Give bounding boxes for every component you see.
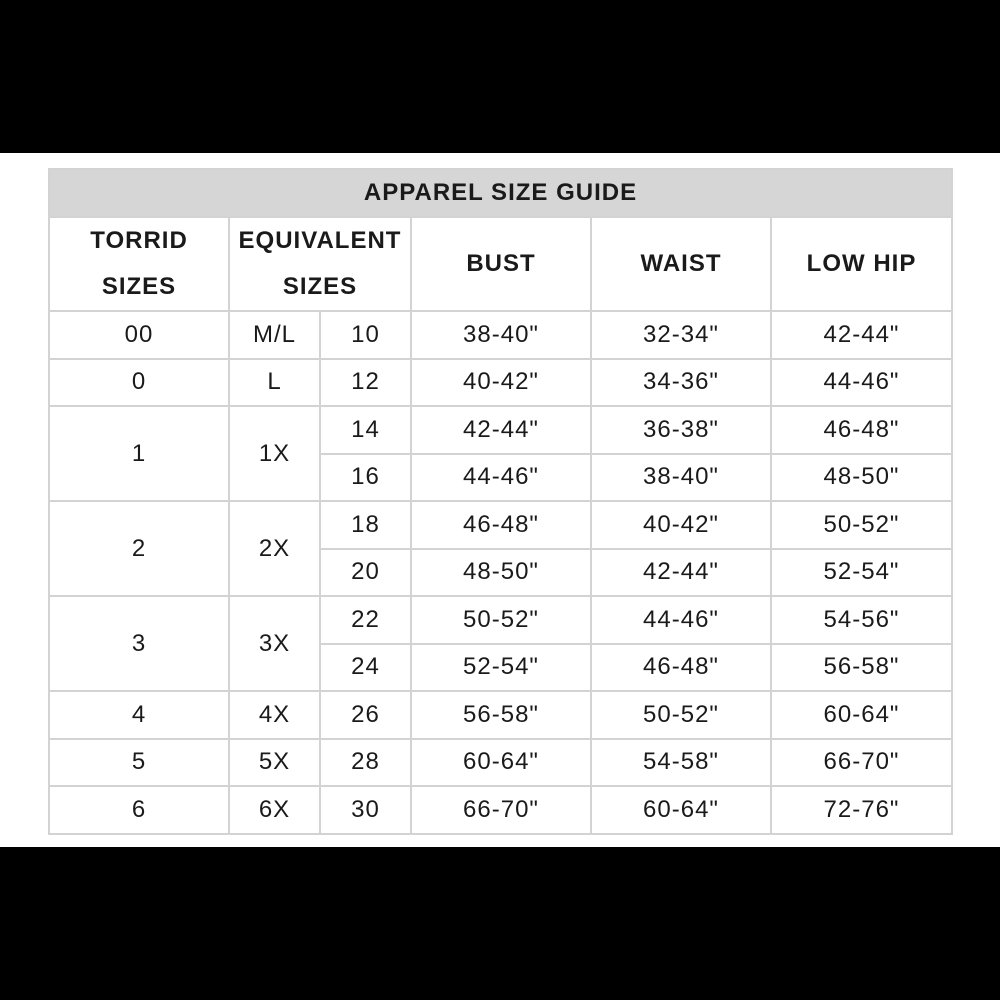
numeric-size-cell: 12 bbox=[320, 359, 411, 407]
header-row bbox=[49, 217, 952, 311]
waist-cell: 46-48" bbox=[591, 644, 771, 692]
bust-cell: 52-54" bbox=[411, 644, 591, 692]
low-hip-cell: 52-54" bbox=[771, 549, 952, 597]
table-row bbox=[49, 311, 952, 359]
waist-cell: 44-46" bbox=[591, 596, 771, 644]
numeric-size-cell: 14 bbox=[320, 406, 411, 454]
low-hip-cell: 50-52" bbox=[771, 501, 952, 549]
low-hip-cell: 42-44" bbox=[771, 311, 952, 359]
size-guide-table bbox=[48, 168, 953, 835]
header-waist: WAIST bbox=[591, 217, 771, 311]
waist-cell: 36-38" bbox=[591, 406, 771, 454]
low-hip-cell: 56-58" bbox=[771, 644, 952, 692]
letter-size-cell: 1X bbox=[229, 406, 320, 501]
letter-size-cell: 2X bbox=[229, 501, 320, 596]
waist-cell: 60-64" bbox=[591, 786, 771, 834]
header-torrid-line2: SIZES bbox=[101, 273, 177, 300]
torrid-size-cell: 6 bbox=[49, 786, 229, 834]
numeric-size-cell: 22 bbox=[320, 596, 411, 644]
bust-cell: 40-42" bbox=[411, 359, 591, 407]
torrid-size-cell: 0 bbox=[49, 359, 229, 407]
low-hip-cell: 44-46" bbox=[771, 359, 952, 407]
torrid-size-cell: 1 bbox=[49, 406, 229, 501]
numeric-size-cell: 26 bbox=[320, 691, 411, 739]
table-row bbox=[49, 739, 952, 787]
title-row bbox=[49, 169, 952, 217]
letter-size-cell: 4X bbox=[229, 691, 320, 739]
numeric-size-cell: 16 bbox=[320, 454, 411, 502]
header-equivalent-line1: EQUIVALENT bbox=[238, 227, 402, 254]
torrid-size-cell: 2 bbox=[49, 501, 229, 596]
torrid-size-cell: 00 bbox=[49, 311, 229, 359]
torrid-size-cell: 3 bbox=[49, 596, 229, 691]
waist-cell: 54-58" bbox=[591, 739, 771, 787]
waist-cell: 42-44" bbox=[591, 549, 771, 597]
bust-cell: 48-50" bbox=[411, 549, 591, 597]
table-title: APPAREL SIZE GUIDE bbox=[49, 169, 952, 217]
table-row bbox=[49, 596, 952, 644]
waist-cell: 40-42" bbox=[591, 501, 771, 549]
header-bust: BUST bbox=[411, 217, 591, 311]
table-row bbox=[49, 501, 952, 549]
bust-cell: 38-40" bbox=[411, 311, 591, 359]
torrid-size-cell: 5 bbox=[49, 739, 229, 787]
numeric-size-cell: 20 bbox=[320, 549, 411, 597]
header-torrid-sizes bbox=[49, 217, 229, 311]
torrid-size-cell: 4 bbox=[49, 691, 229, 739]
header-torrid-line1: TORRID bbox=[90, 227, 188, 254]
header-low-hip: LOW HIP bbox=[771, 217, 952, 311]
table-row bbox=[49, 406, 952, 454]
low-hip-cell: 72-76" bbox=[771, 786, 952, 834]
numeric-size-cell: 24 bbox=[320, 644, 411, 692]
waist-cell: 32-34" bbox=[591, 311, 771, 359]
bust-cell: 60-64" bbox=[411, 739, 591, 787]
header-equivalent-sizes bbox=[229, 217, 411, 311]
table-row bbox=[49, 359, 952, 407]
table-row bbox=[49, 691, 952, 739]
numeric-size-cell: 28 bbox=[320, 739, 411, 787]
bust-cell: 56-58" bbox=[411, 691, 591, 739]
bust-cell: 42-44" bbox=[411, 406, 591, 454]
waist-cell: 50-52" bbox=[591, 691, 771, 739]
numeric-size-cell: 10 bbox=[320, 311, 411, 359]
waist-cell: 38-40" bbox=[591, 454, 771, 502]
low-hip-cell: 46-48" bbox=[771, 406, 952, 454]
numeric-size-cell: 30 bbox=[320, 786, 411, 834]
bust-cell: 66-70" bbox=[411, 786, 591, 834]
bust-cell: 46-48" bbox=[411, 501, 591, 549]
low-hip-cell: 60-64" bbox=[771, 691, 952, 739]
table-row bbox=[49, 786, 952, 834]
letter-size-cell: M/L bbox=[229, 311, 320, 359]
letter-size-cell: L bbox=[229, 359, 320, 407]
low-hip-cell: 54-56" bbox=[771, 596, 952, 644]
numeric-size-cell: 18 bbox=[320, 501, 411, 549]
waist-cell: 34-36" bbox=[591, 359, 771, 407]
bust-cell: 44-46" bbox=[411, 454, 591, 502]
letter-size-cell: 5X bbox=[229, 739, 320, 787]
bust-cell: 50-52" bbox=[411, 596, 591, 644]
low-hip-cell: 66-70" bbox=[771, 739, 952, 787]
letter-size-cell: 6X bbox=[229, 786, 320, 834]
low-hip-cell: 48-50" bbox=[771, 454, 952, 502]
header-equivalent-line2: SIZES bbox=[282, 273, 358, 300]
letter-size-cell: 3X bbox=[229, 596, 320, 691]
